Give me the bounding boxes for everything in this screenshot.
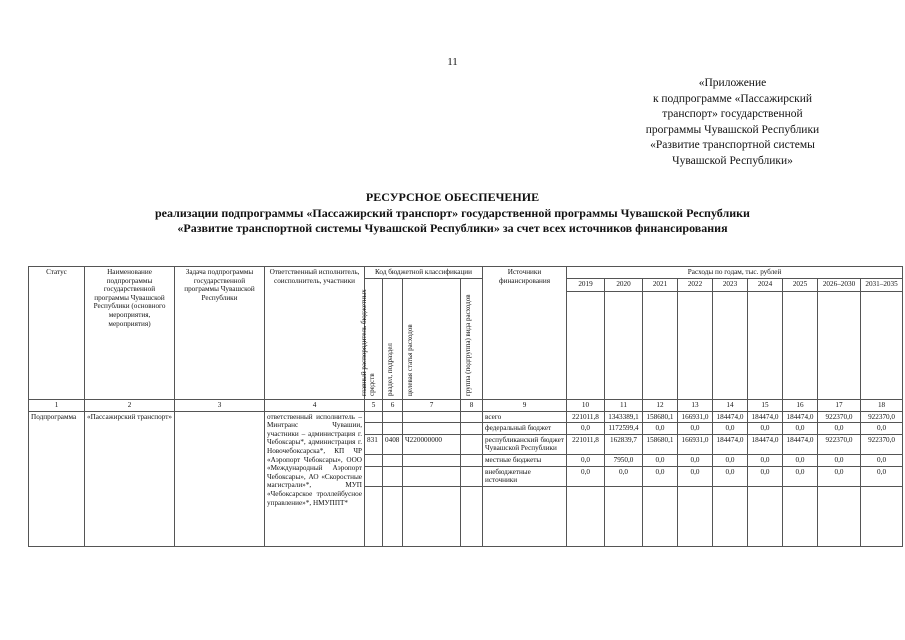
kbk-cell xyxy=(461,411,483,423)
kbk-cell xyxy=(461,466,483,486)
value-cell: 221011,8 xyxy=(567,434,605,454)
value-cell: 7950,0 xyxy=(605,454,643,466)
value-cell: 0,0 xyxy=(748,423,783,435)
empty-cell xyxy=(383,486,403,546)
value-cell: 184474,0 xyxy=(748,434,783,454)
appendix-line: Чувашской Республики» xyxy=(672,154,793,167)
column-number: 9 xyxy=(483,399,567,411)
value-cell: 0,0 xyxy=(861,423,903,435)
appendix-line: «Приложение xyxy=(698,77,767,89)
vertical-label: группа (подгруппа) вида расходов xyxy=(464,294,472,396)
column-number: 18 xyxy=(861,399,903,411)
empty-cell xyxy=(605,486,643,546)
column-number: 4 xyxy=(265,399,365,411)
header-kbk-grbs xyxy=(360,278,383,399)
header-kbk-target xyxy=(403,278,461,399)
empty-cell xyxy=(403,486,461,546)
year-header: 2023 xyxy=(713,278,748,291)
title-line: «Развитие транспортной системы Чувашской Республики» за счет всех источников финансирования xyxy=(177,221,728,235)
empty-cell xyxy=(365,486,383,546)
value-cell: 0,0 xyxy=(818,466,861,486)
column-number: 2 xyxy=(85,399,175,411)
column-number: 8 xyxy=(461,399,483,411)
kbk-cell xyxy=(383,466,403,486)
year-header: 2026–2030 xyxy=(818,278,861,291)
header-kbk-section xyxy=(383,278,403,399)
empty-cell xyxy=(783,291,818,399)
value-cell: 922370,0 xyxy=(818,411,861,423)
appendix-line: программы Чувашской Республики xyxy=(645,123,820,136)
empty-cell xyxy=(818,486,861,546)
value-cell: 922370,0 xyxy=(861,411,903,423)
value-cell: 0,0 xyxy=(643,423,678,435)
kbk-grbs: 831 xyxy=(365,434,383,454)
column-number: 17 xyxy=(818,399,861,411)
source-name: федеральный бюджет xyxy=(483,423,567,435)
value-cell: 0,0 xyxy=(605,466,643,486)
kbk-cell xyxy=(383,423,403,435)
kbk-cell xyxy=(365,423,383,435)
value-cell: 0,0 xyxy=(713,423,748,435)
appendix-line: к подпрограмме «Пассажирский xyxy=(652,92,813,105)
column-number: 6 xyxy=(383,399,403,411)
vertical-label: целевая статья расходов xyxy=(406,323,414,396)
column-number: 1 xyxy=(29,399,85,411)
source-name: внебюджетные источники xyxy=(483,466,567,486)
column-number: 7 xyxy=(403,399,461,411)
value-cell: 922370,0 xyxy=(861,434,903,454)
value-cell: 0,0 xyxy=(567,423,605,435)
value-cell: 0,0 xyxy=(713,454,748,466)
kbk-cell xyxy=(461,454,483,466)
empty-cell xyxy=(605,291,643,399)
value-cell: 166931,0 xyxy=(678,411,713,423)
empty-cell xyxy=(678,486,713,546)
value-cell: 0,0 xyxy=(783,454,818,466)
kbk-cell xyxy=(403,454,461,466)
empty-cell xyxy=(748,291,783,399)
year-header: 2031–2035 xyxy=(861,278,903,291)
empty-cell xyxy=(713,486,748,546)
empty-cell xyxy=(567,486,605,546)
value-cell: 0,0 xyxy=(783,466,818,486)
year-header: 2022 xyxy=(678,278,713,291)
column-number-row xyxy=(29,399,903,411)
value-cell: 184474,0 xyxy=(713,434,748,454)
empty-cell xyxy=(567,291,605,399)
status-cell: Подпрограмма xyxy=(29,411,85,546)
value-cell: 0,0 xyxy=(818,454,861,466)
value-cell: 0,0 xyxy=(678,466,713,486)
kbk-cell xyxy=(365,454,383,466)
empty-cell xyxy=(783,486,818,546)
value-cell: 0,0 xyxy=(643,466,678,486)
appendix-line: «Развитие транспортной системы xyxy=(650,139,815,151)
kbk-group xyxy=(461,434,483,454)
source-name: республиканский бюджет Чувашской Республики xyxy=(483,434,567,454)
source-name: местные бюджеты xyxy=(483,454,567,466)
value-cell: 221011,8 xyxy=(567,411,605,423)
vertical-label: главный распорядитель бюджетных средств xyxy=(360,288,376,396)
task-cell xyxy=(175,411,265,546)
kbk-section: 0408 xyxy=(383,434,403,454)
value-cell: 158680,1 xyxy=(643,411,678,423)
kbk-cell xyxy=(383,454,403,466)
empty-cell xyxy=(861,486,903,546)
year-header: 2019 xyxy=(567,278,605,291)
column-number: 3 xyxy=(175,399,265,411)
kbk-cell xyxy=(461,423,483,435)
column-number: 15 xyxy=(748,399,783,411)
source-name: всего xyxy=(483,411,567,423)
header-row xyxy=(29,267,903,279)
value-cell: 922370,0 xyxy=(818,434,861,454)
year-header: 2025 xyxy=(783,278,818,291)
kbk-cell xyxy=(365,411,383,423)
year-header: 2021 xyxy=(643,278,678,291)
kbk-cell xyxy=(403,466,461,486)
value-cell: 184474,0 xyxy=(783,411,818,423)
column-number: 13 xyxy=(678,399,713,411)
header-task: Задача подпрограммы государственной программы Чувашской Республики xyxy=(175,267,265,400)
header-kbk-group xyxy=(461,278,483,399)
column-number: 10 xyxy=(567,399,605,411)
kbk-cell xyxy=(403,411,461,423)
header-source: Источники финансирования xyxy=(483,267,567,400)
vertical-label: раздел, подраздел xyxy=(386,342,394,396)
empty-cell xyxy=(461,486,483,546)
appendix-note xyxy=(605,76,860,169)
value-cell: 0,0 xyxy=(861,454,903,466)
value-cell: 0,0 xyxy=(678,423,713,435)
program-name-cell: «Пассажирский транспорт» xyxy=(85,411,175,546)
value-cell: 162839,7 xyxy=(605,434,643,454)
kbk-cell xyxy=(365,466,383,486)
column-number: 11 xyxy=(605,399,643,411)
column-number: 12 xyxy=(643,399,678,411)
value-cell: 0,0 xyxy=(748,466,783,486)
value-cell: 184474,0 xyxy=(748,411,783,423)
value-cell: 184474,0 xyxy=(713,411,748,423)
value-cell: 166931,0 xyxy=(678,434,713,454)
kbk-cell xyxy=(403,423,461,435)
year-header: 2024 xyxy=(748,278,783,291)
appendix-line: транспорт» государственной xyxy=(662,108,803,120)
header-budget-code: Код бюджетной классификации xyxy=(365,267,483,279)
value-cell: 0,0 xyxy=(748,454,783,466)
page-number: 11 xyxy=(447,56,458,68)
empty-cell xyxy=(748,486,783,546)
executor-cell: ответственный исполнитель – Минтранс Чувашии, участники – администрация г. Чебоксары*, администрация г. Новочебоксарска*, КП ЧР «Аэропорт Чебоксары», ООО «Международный Аэропорт Чебоксары», АО «Скоростные магистрали»*, МУП «Чебоксарское троллейбусное управление»*, НМУППТ* xyxy=(265,411,365,546)
value-cell: 158680,1 xyxy=(643,434,678,454)
document-title xyxy=(0,190,905,237)
empty-cell xyxy=(643,291,678,399)
resource-table xyxy=(28,266,903,547)
title-line: РЕСУРСНОЕ ОБЕСПЕЧЕНИЕ xyxy=(365,190,540,204)
value-cell: 184474,0 xyxy=(783,434,818,454)
header-executor: Ответственный исполнитель, соисполнитель, участники xyxy=(265,267,365,400)
value-cell: 1172599,4 xyxy=(605,423,643,435)
value-cell: 0,0 xyxy=(567,454,605,466)
table-row xyxy=(29,411,903,423)
value-cell: 1343389,1 xyxy=(605,411,643,423)
kbk-target: Ч220000000 xyxy=(403,434,461,454)
empty-cell xyxy=(818,291,861,399)
year-header: 2020 xyxy=(605,278,643,291)
header-name: Наименование подпрограммы государственной программы Чувашской Республики (основного мероприятия, мероприятия) xyxy=(85,267,175,400)
kbk-cell xyxy=(383,411,403,423)
empty-cell xyxy=(713,291,748,399)
value-cell: 0,0 xyxy=(643,454,678,466)
value-cell: 0,0 xyxy=(678,454,713,466)
value-cell: 0,0 xyxy=(783,423,818,435)
empty-cell xyxy=(643,486,678,546)
empty-cell xyxy=(678,291,713,399)
value-cell: 0,0 xyxy=(818,423,861,435)
header-status: Статус xyxy=(29,267,85,400)
column-number: 5 xyxy=(365,399,383,411)
header-expenses: Расходы по годам, тыс. рублей xyxy=(567,267,903,279)
empty-cell xyxy=(861,291,903,399)
title-line: реализации подпрограммы «Пассажирский транспорт» государственной программы Чувашской Республики xyxy=(155,205,750,220)
column-number: 14 xyxy=(713,399,748,411)
column-number: 16 xyxy=(783,399,818,411)
value-cell: 0,0 xyxy=(713,466,748,486)
empty-cell xyxy=(483,486,567,546)
value-cell: 0,0 xyxy=(861,466,903,486)
value-cell: 0,0 xyxy=(567,466,605,486)
